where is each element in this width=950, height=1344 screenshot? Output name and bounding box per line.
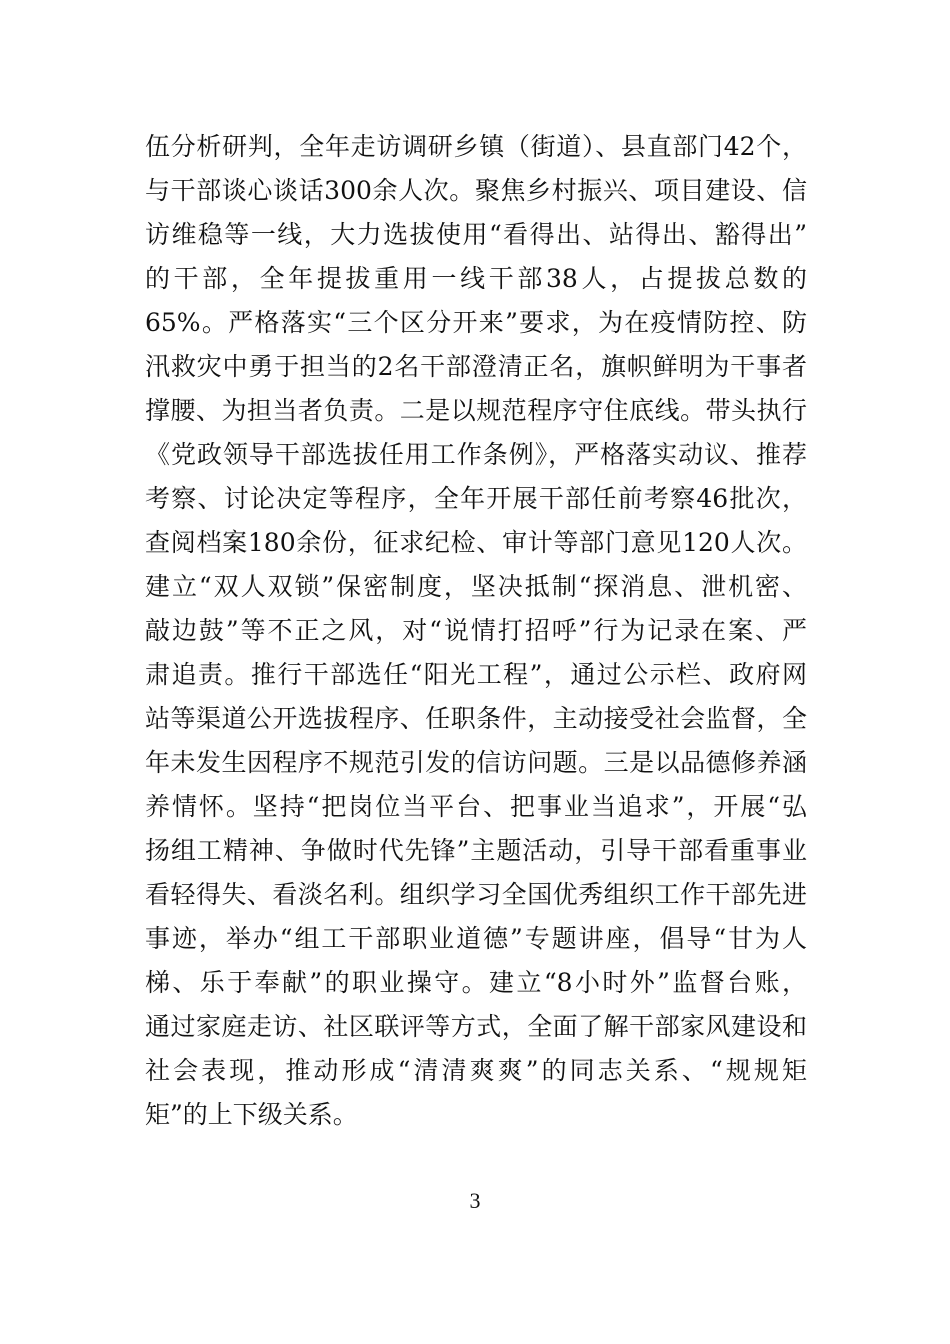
body-text-line: 扬组工精神、争做时代先锋”主题活动，引导干部看重事业 [145, 836, 807, 865]
body-text-line: 社会表现，推动形成“清清爽爽”的同志关系、“规规矩 [145, 1056, 807, 1085]
body-text-line: 建立“双人双锁”保密制度，坚决抵制“探消息、泄机密、 [145, 572, 807, 601]
body-text-line: 敲边鼓”等不正之风，对“说情打招呼”行为记录在案、严 [145, 616, 807, 645]
body-text-line: 事迹，举办“组工干部职业道德”专题讲座，倡导“甘为人 [145, 924, 807, 953]
body-text-line: 矩”的上下级关系。 [145, 1100, 358, 1129]
body-text-line: 养情怀。坚持“把岗位当平台、把事业当追求”，开展“弘 [145, 792, 807, 821]
body-text-line: 看轻得失、看淡名利。组织学习全国优秀组织工作干部先进 [145, 880, 807, 909]
body-text-line: 撑腰、为担当者负责。二是以规范程序守住底线。带头执行 [145, 396, 807, 425]
body-text-line: 通过家庭走访、社区联评等方式，全面了解干部家风建设和 [145, 1012, 807, 1041]
body-text-line: 年未发生因程序不规范引发的信访问题。三是以品德修养涵 [145, 748, 807, 777]
body-text-line: 查阅档案180余份，征求纪检、审计等部门意见120人次。 [145, 528, 807, 557]
body-text-line: 汛救灾中勇于担当的2名干部澄清正名，旗帜鲜明为干事者 [145, 352, 807, 381]
body-text-line: 考察、讨论决定等程序，全年开展干部任前考察46批次， [145, 484, 807, 513]
body-text-line: 《党政领导干部选拔任用工作条例》，严格落实动议、推荐 [145, 440, 807, 469]
body-text-line: 65%。严格落实“三个区分开来”要求，为在疫情防控、防 [145, 308, 807, 337]
body-text-line: 伍分析研判，全年走访调研乡镇（街道）、县直部门42个， [145, 132, 807, 161]
body-text-line: 肃追责。推行干部选任“阳光工程”，通过公示栏、政府网 [145, 660, 807, 689]
body-text-line: 与干部谈心谈话300余人次。聚焦乡村振兴、项目建设、信 [145, 176, 807, 205]
page-number: 3 [469, 1188, 481, 1213]
body-text-line: 访维稳等一线，大力选拔使用“看得出、站得出、豁得出” [145, 220, 807, 249]
body-text-line: 的干部，全年提拔重用一线干部38人，占提拔总数的 [145, 264, 807, 293]
body-text-line: 梯、乐于奉献”的职业操守。建立“8小时外”监督台账， [145, 968, 807, 997]
body-text-line: 站等渠道公开选拔程序、任职条件，主动接受社会监督，全 [145, 704, 807, 733]
